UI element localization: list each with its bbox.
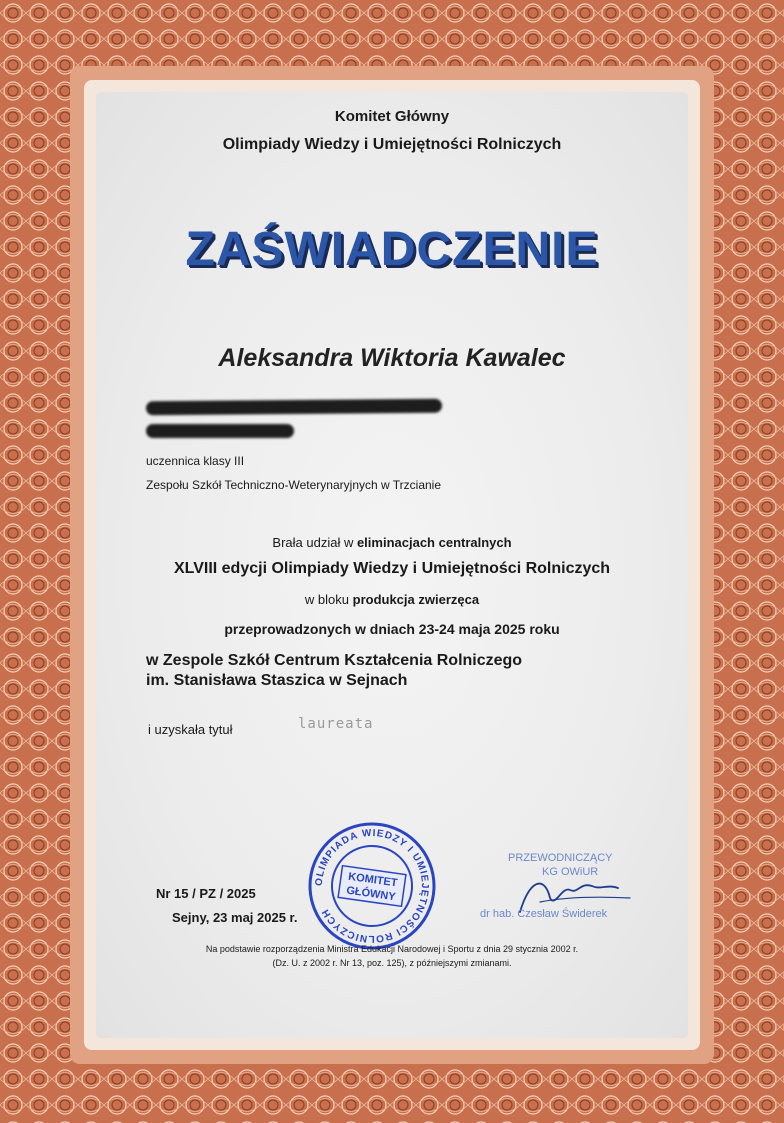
awarded-title-value: laureata xyxy=(298,716,374,732)
stamp-ring-text: OLIMPIADA WIEDZY I UMIEJĘTNOŚCI ROLNICZYCH xyxy=(313,827,431,945)
redaction-bar xyxy=(146,399,442,416)
block-line xyxy=(0,592,784,607)
signatory-organization: KG OWiUR xyxy=(542,866,599,878)
certificate-number: Nr 15 / PZ / 2025 xyxy=(156,886,256,901)
issue-place-date: Sejny, 23 maj 2025 r. xyxy=(172,910,298,925)
redaction-bar xyxy=(146,424,294,438)
org-name-line1: Komitet Główny xyxy=(334,108,450,125)
org-name-line2: Olimpiady Wiedzy i Umiejętności Rolniczych xyxy=(222,136,562,153)
legal-basis-line2: (Dz. U. z 2002 r. Nr 13, poz. 125), z późniejszymi zmianami. xyxy=(272,958,512,968)
stamp-center-line1: KOMITET xyxy=(347,870,399,890)
participation-stage: eliminacjach centralnych xyxy=(356,535,512,550)
school-name: Zespołu Szkół Techniczno-Weterynaryjnych w Trzcianie xyxy=(146,478,442,492)
participation-line xyxy=(0,535,784,550)
signature-block xyxy=(480,850,660,930)
official-stamp-icon xyxy=(306,820,438,952)
signatory-name: dr hab. Czesław Świderek xyxy=(480,908,608,920)
recipient-name: Aleksandra Wiktoria Kawalec xyxy=(218,344,566,372)
block-name: produkcja zwierzęca xyxy=(352,592,480,607)
stamp-center-line2: GŁÓWNY xyxy=(345,884,397,904)
student-class: uczennica klasy III xyxy=(146,454,245,468)
edition-line: XLVIII edycji Olimpiady Wiedzy i Umiejętności Rolniczych xyxy=(173,560,611,577)
signatory-role: PRZEWODNICZĄCY xyxy=(508,852,613,864)
awarded-title-label: i uzyskała tytuł xyxy=(148,722,233,737)
venue-line1: w Zespole Szkół Centrum Kształcenia Rolniczego xyxy=(146,652,523,669)
participation-prefix: Brała udział w xyxy=(272,535,357,550)
certificate-title: ZAŚWIADCZENIE xyxy=(185,223,599,276)
dates-line: przeprowadzonych w dniach 23-24 maja 2025 roku xyxy=(224,621,560,637)
venue-line2: im. Stanisława Staszica w Sejnach xyxy=(146,672,408,689)
block-prefix: w bloku xyxy=(304,592,353,607)
legal-basis-line1: Na podstawie rozporządzenia Ministra Edukacji Narodowej i Sportu z dnia 29 stycznia 2002 r. xyxy=(205,944,579,954)
